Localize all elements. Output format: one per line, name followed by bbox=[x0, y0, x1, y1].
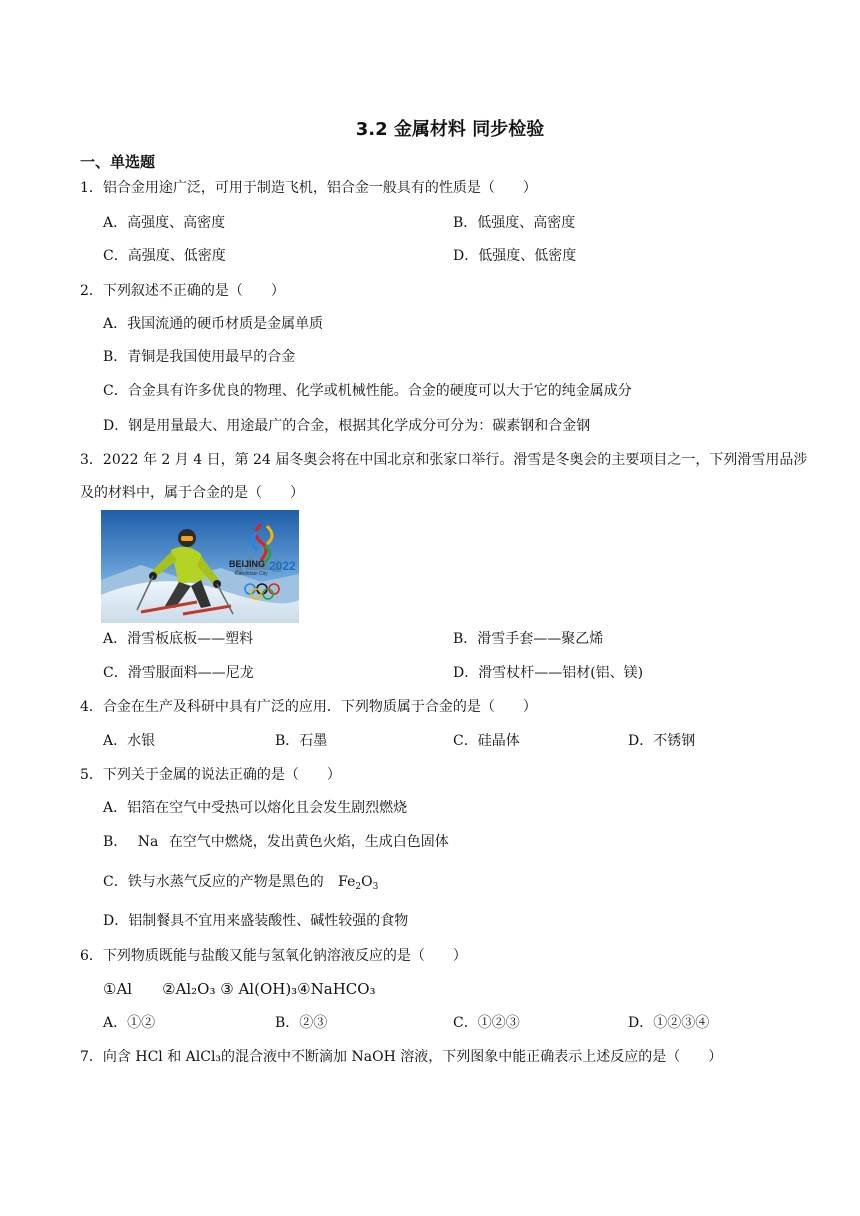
question-3-option-b: B．滑雪手套——聚乙烯 bbox=[453, 631, 604, 647]
question-6-option-d: D．①②③④ bbox=[628, 1015, 710, 1031]
question-2-option-a: A．我国流通的硬币材质是金属单质 bbox=[103, 316, 324, 332]
option-c-text: C．铁与水蒸气反应的产物是黑色的 bbox=[103, 874, 324, 890]
question-1-option-a: A．高强度、高密度 bbox=[103, 215, 226, 231]
svg-text:Candidate City: Candidate City bbox=[235, 571, 268, 577]
question-5-option-c bbox=[103, 872, 378, 892]
question-5-option-b bbox=[103, 832, 449, 852]
question-6-items: ①Al ②Al₂O₃ ③ Al(OH)₃④NaHCO₃ bbox=[103, 980, 376, 998]
section-heading: 一、单选题 bbox=[80, 153, 156, 171]
question-3-option-d: D．滑雪杖杆——铝材(铝、镁) bbox=[453, 665, 644, 681]
question-6-option-a: A．①② bbox=[103, 1015, 156, 1031]
question-5-option-a: A．铝箔在空气中受热可以熔化且会发生剧烈燃烧 bbox=[103, 800, 408, 816]
question-6-option-b: B．②③ bbox=[275, 1015, 328, 1031]
question-2-option-b: B．青铜是我国使用最早的合金 bbox=[103, 349, 296, 365]
svg-text:2022: 2022 bbox=[269, 559, 296, 573]
question-6-option-c: C．①②③ bbox=[453, 1015, 520, 1031]
question-4-option-b: B．石墨 bbox=[275, 733, 328, 749]
question-1-option-b: B．低强度、高密度 bbox=[453, 215, 576, 231]
question-4-option-d: D．不锈钢 bbox=[628, 733, 696, 749]
option-b-text: 在空气中燃烧，发出黄色火焰，生成白色固体 bbox=[168, 834, 449, 850]
question-2-option-c: C．合金具有许多优良的物理、化学或机械性能。合金的硬度可以大于它的纯金属成分 bbox=[103, 383, 632, 399]
svg-text:BEIJING: BEIJING bbox=[229, 559, 266, 569]
question-3-stem: 3．2022 年 2 月 4 日，第 24 届冬奥会将在中国北京和张家口举行。滑雪是冬奥会的主要项目之一，下列滑雪用品涉及的材料中，属于合金的是（ ） bbox=[80, 452, 808, 501]
option-b-prefix: B． bbox=[103, 834, 128, 850]
question-5-option-d: D．铝制餐具不宜用来盛装酸性、碱性较强的食物 bbox=[103, 913, 409, 929]
iron-oxide-formula: $Fe_2O_3$ bbox=[338, 874, 379, 892]
question-5-stem: 5．下列关于金属的说法正确的是（ ） bbox=[80, 767, 341, 783]
question-1-stem: 1．铝合金用途广泛，可用于制造飞机，铝合金一般具有的性质是（ ） bbox=[80, 180, 537, 196]
question-6-stem: 6．下列物质既能与盐酸又能与氢氧化钠溶液反应的是（ ） bbox=[80, 948, 467, 964]
question-2-stem: 2．下列叙述不正确的是（ ） bbox=[80, 283, 285, 299]
question-4-option-c: C．硅晶体 bbox=[453, 733, 520, 749]
question-3-option-a: A．滑雪板底板——塑料 bbox=[103, 631, 254, 647]
ski-photo bbox=[101, 510, 299, 623]
question-7-stem: 7．向含 HCl 和 AlCl₃的混合液中不断滴加 NaOH 溶液，下列图象中能正确表示上述反应的是（ ） bbox=[80, 1049, 723, 1065]
question-2-option-d: D．钢是用量最大、用途最广的合金，根据其化学成分可分为：碳素钢和合金钢 bbox=[103, 418, 591, 434]
question-1-option-c: C．高强度、低密度 bbox=[103, 248, 226, 264]
sodium-formula: Na bbox=[137, 834, 159, 850]
question-3-option-c: C．滑雪服面料——尼龙 bbox=[103, 665, 254, 681]
question-4-stem: 4．合金在生产及科研中具有广泛的应用．下列物质属于合金的是（ ） bbox=[80, 699, 537, 715]
page-title: 3.2 金属材料 同步检验 bbox=[355, 119, 545, 140]
question-1-option-d: D．低强度、低密度 bbox=[453, 248, 577, 264]
question-4-option-a: A．水银 bbox=[103, 733, 156, 749]
